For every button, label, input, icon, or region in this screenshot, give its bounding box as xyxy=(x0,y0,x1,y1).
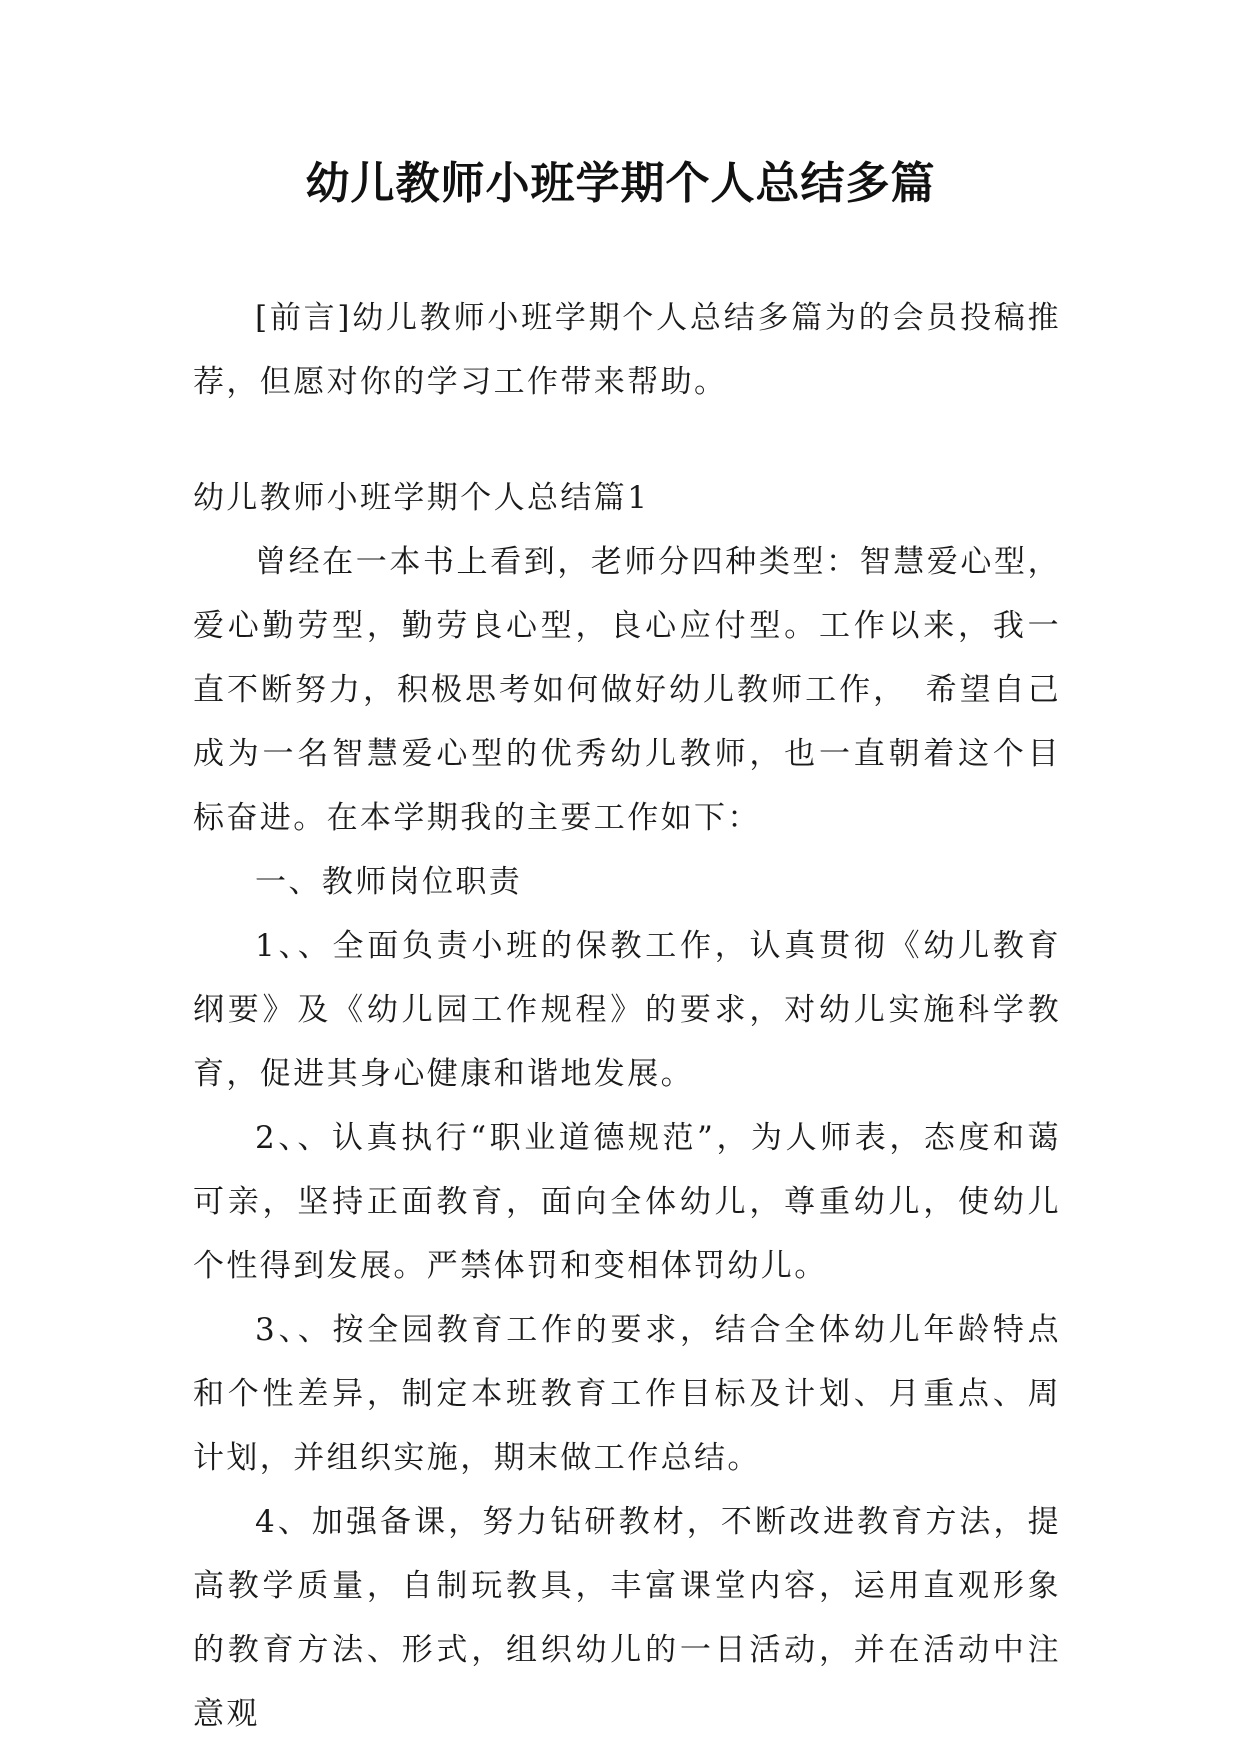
paragraph-item-1: 1、、全面负责小班的保教工作，认真贯彻《幼儿教育纲要》及《幼儿园工作规程》的要求，对幼儿实施科学教育，促进其身心健康和谐地发展。 xyxy=(193,928,1061,1092)
document-title: 幼儿教师小班学期个人总结多篇 xyxy=(305,158,936,209)
article-body xyxy=(193,466,1061,1746)
paragraph-intro: 曾经在一本书上看到，老师分四种类型：智慧爱心型，爱心勤劳型，勤劳良心型，良心应付型。工作以来，我一直不断努力，积极思考如何做好幼儿教师工作， 希望自己成为一名智慧爱心型的优秀幼儿教师，也一直朝着这个目标奋进。在本学期我的主要工作如下： xyxy=(193,544,1061,836)
paragraph-item-2: 2、、认真执行“职业道德规范”，为人师表，态度和蔼可亲，坚持正面教育，面向全体幼儿，尊重幼儿，使幼儿个性得到发展。严禁体罚和变相体罚幼儿。 xyxy=(193,1120,1061,1284)
paragraph-item-3: 3、、按全园教育工作的要求，结合全体幼儿年龄特点和个性差异，制定本班教育工作目标及计划、月重点、周计划，并组织实施，期末做工作总结。 xyxy=(193,1312,1061,1476)
paragraph-heading-duties: 一、教师岗位职责 xyxy=(255,864,523,900)
preface-paragraph: [前言]幼儿教师小班学期个人总结多篇为的会员投稿推荐，但愿对你的学习工作带来帮助。 xyxy=(193,300,1061,400)
paragraph-item-4: 4、加强备课，努力钻研教材，不断改进教育方法，提高教学质量，自制玩教具，丰富课堂内容，运用直观形象的教育方法、形式，组织幼儿的一日活动，并在活动中注意观 xyxy=(193,1504,1061,1732)
section-heading: 幼儿教师小班学期个人总结篇1 xyxy=(193,480,650,516)
